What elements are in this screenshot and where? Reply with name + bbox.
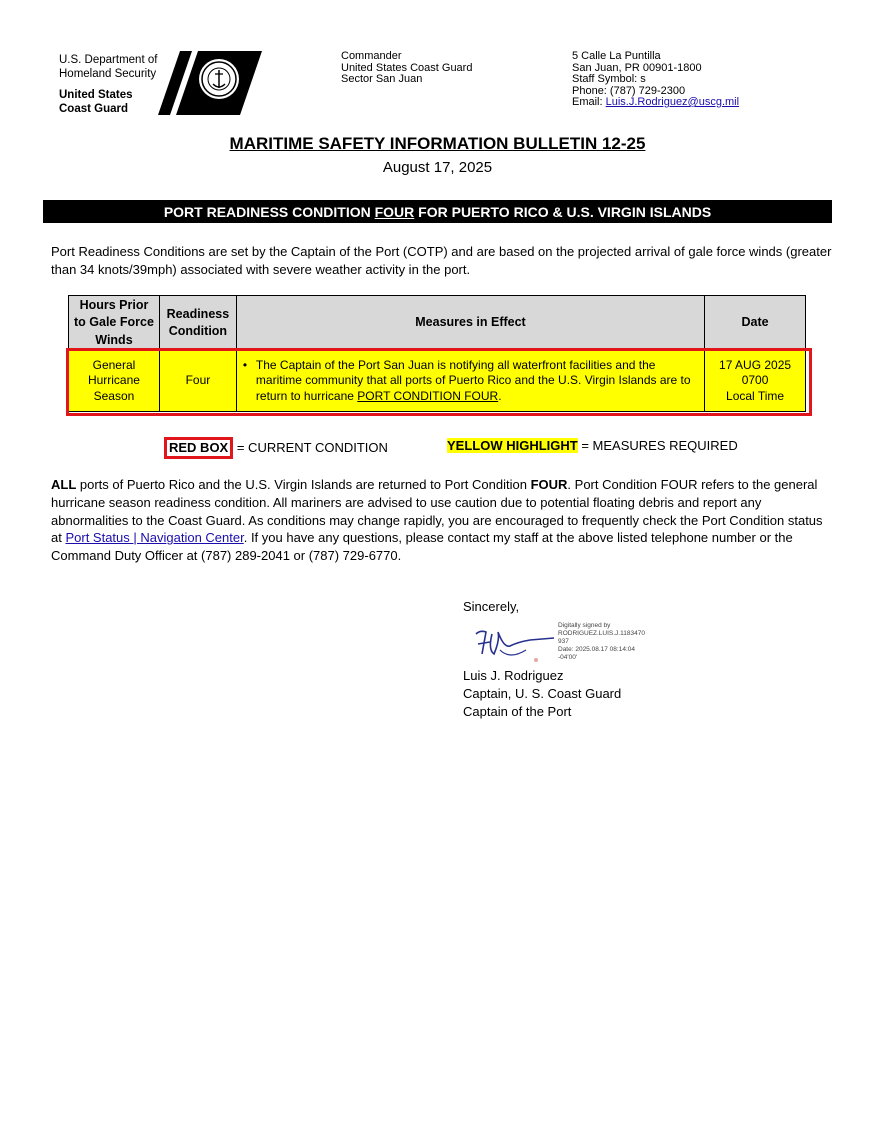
- digital-line2: RODRIGUEZ.LUIS.J.1183470: [558, 630, 645, 637]
- banner-before: PORT READINESS CONDITION: [163, 204, 375, 220]
- address-block: [572, 51, 739, 109]
- header-condition: Readiness Condition: [159, 296, 236, 351]
- digital-signature-info: [558, 622, 645, 662]
- body-four: FOUR: [530, 477, 568, 492]
- body-part1: ports of Puerto Rico and the U.S. Virgin Islands are returned to Port Condition: [76, 477, 531, 492]
- measure-after: .: [498, 388, 502, 403]
- banner-highlight: FOUR: [374, 204, 415, 220]
- cell-hours: General Hurricane Season: [69, 351, 160, 412]
- signature-mark: [470, 620, 560, 668]
- table-header-row: [69, 296, 806, 351]
- dept-line2: Homeland Security: [59, 68, 157, 80]
- from-line1: Commander: [341, 50, 402, 62]
- measure-before: The Captain of the Port San Juan is notifying all waterfront facilities and the maritime community that all ports of Puerto Rico and the U.S. Virgin Islands are to return to hurricane: [255, 357, 691, 403]
- digital-line4: Date: 2025.08.17 08:14:04: [558, 646, 635, 653]
- signer-role: Captain of the Port: [463, 704, 572, 719]
- dhs-header: [59, 53, 157, 116]
- current-condition-box: [66, 348, 812, 416]
- body-paragraph: [51, 476, 831, 565]
- email-label: Email:: [572, 96, 606, 108]
- cg-line1: United States: [59, 89, 133, 101]
- from-line2: United States Coast Guard: [341, 61, 473, 74]
- staff-symbol: Staff Symbol: s: [572, 73, 646, 85]
- legend-yellow: [447, 437, 738, 455]
- dept-line1: U.S. Department of: [59, 54, 158, 66]
- measure-link: PORT CONDITION FOUR: [357, 388, 499, 403]
- legend-red: [164, 437, 388, 459]
- signer-rank: Captain, U. S. Coast Guard: [463, 686, 622, 701]
- date-line3: Local Time: [726, 388, 785, 403]
- cell-condition: Four: [159, 351, 236, 412]
- email-line: [572, 97, 739, 109]
- uscg-seal-icon: [199, 59, 239, 99]
- digital-line3: 937: [558, 638, 569, 645]
- header-measures: Measures in Effect: [236, 296, 704, 351]
- date-line1: 17 AUG 2025: [719, 357, 792, 372]
- legend-red-label: RED BOX: [164, 437, 233, 459]
- banner-after: FOR PUERTO RICO & U.S. VIRGIN ISLANDS: [414, 204, 712, 220]
- from-block: [341, 51, 472, 86]
- body-part2: . Port Condition FOUR refers to the general hurricane season readiness condition. All mariners are advised to use caution due to potential floating debris and report any abnormalities to the Coast Guard. As conditions may change rapidly, you are encouraged to frequently check the Port Condition status at: [51, 477, 823, 546]
- bulletin-title: MARITIME SAFETY INFORMATION BULLETIN 12-25: [229, 134, 646, 153]
- phone: Phone: (787) 729-2300: [572, 84, 686, 97]
- cg-line2: Coast Guard: [59, 103, 129, 115]
- bulletin-date: August 17, 2025: [382, 159, 493, 176]
- digital-line5: -04'00': [558, 654, 578, 661]
- body-part3: . If you have any questions, please contact my staff at the above listed telephone number or the Command Duty Officer at (787) 289-2041 or (787) 729-6770.: [51, 530, 793, 564]
- header-date: Date: [705, 296, 806, 351]
- address-line1: 5 Calle La Puntilla: [572, 50, 661, 62]
- from-line3: Sector San Juan: [341, 73, 423, 85]
- address-line2: San Juan, PR 00901-1800: [572, 61, 702, 74]
- signer-name: Luis J. Rodriguez: [463, 668, 564, 683]
- legend-yellow-label: YELLOW HIGHLIGHT: [447, 438, 578, 453]
- date-line2: 0700: [741, 373, 769, 388]
- legend-yellow-text: = MEASURES REQUIRED: [577, 438, 738, 453]
- port-status-link[interactable]: Port Status | Navigation Center: [65, 530, 244, 546]
- uscg-logo: [158, 51, 262, 115]
- body-all: ALL: [51, 477, 77, 492]
- digital-line1: Digitally signed by: [558, 622, 611, 629]
- closing: Sincerely,: [463, 599, 520, 614]
- email-link[interactable]: Luis.J.Rodriguez@uscg.mil: [605, 96, 740, 108]
- condition-banner: [43, 200, 832, 223]
- header-hours: Hours Prior to Gale Force Winds: [69, 296, 160, 351]
- bullet-icon: •: [242, 357, 248, 372]
- intro-paragraph: Port Readiness Conditions are set by the Captain of the Port (COTP) and are based on the projected arrival of gale force winds (greater than 34 knots/39mph) associated with severe weather activity in the port.: [51, 244, 832, 277]
- legend-red-text: = CURRENT CONDITION: [233, 440, 388, 455]
